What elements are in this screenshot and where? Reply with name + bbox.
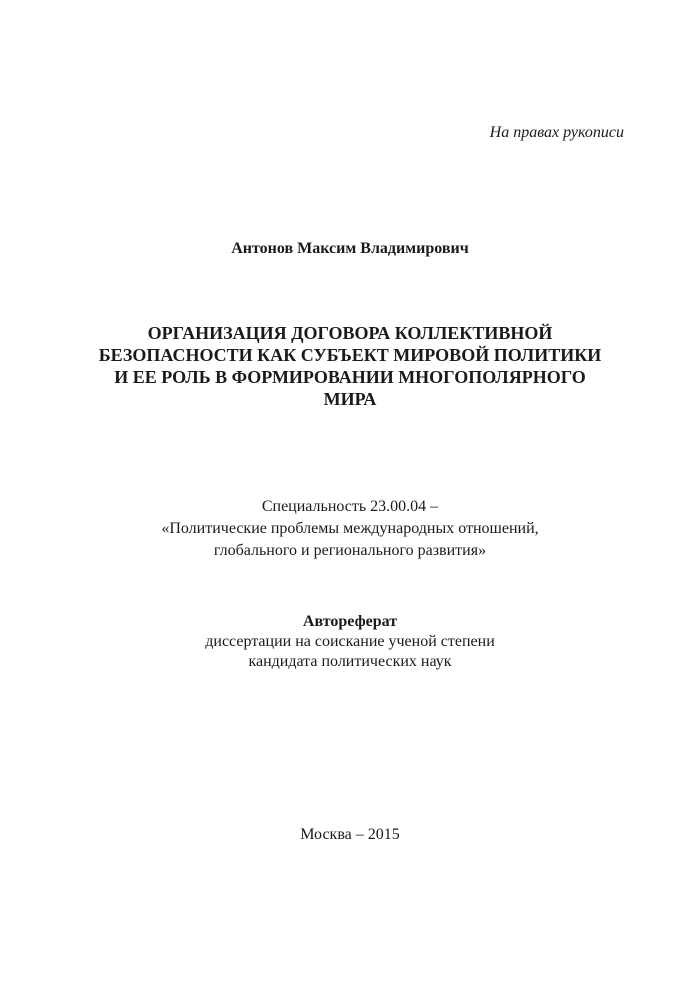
title-line: И ЕЕ РОЛЬ В ФОРМИРОВАНИИ МНОГОПОЛЯРНОГО: [114, 367, 586, 387]
title-line: МИРА: [323, 389, 377, 409]
specialty-line: глобального и регионального развития»: [213, 542, 487, 559]
specialty-block: [0, 496, 700, 562]
author-name: Антонов Максим Владимирович: [231, 240, 469, 257]
abstract-line: кандидата политических наук: [248, 653, 452, 670]
place-year: Москва – 2015: [300, 826, 400, 843]
abstract-block: [0, 612, 700, 672]
specialty-line: «Политические проблемы международных отношений,: [161, 520, 539, 537]
specialty-line: Специальность 23.00.04 –: [261, 498, 439, 515]
title-line: БЕЗОПАСНОСТИ КАК СУБЪЕКТ МИРОВОЙ ПОЛИТИКИ: [98, 345, 602, 365]
title-line: ОРГАНИЗАЦИЯ ДОГОВОРА КОЛЛЕКТИВНОЙ: [147, 323, 553, 343]
abstract-heading: Автореферат: [302, 613, 398, 630]
manuscript-notice: На правах рукописи: [489, 124, 624, 141]
dissertation-title: [0, 322, 700, 410]
abstract-line: диссертации на соискание ученой степени: [205, 633, 495, 650]
